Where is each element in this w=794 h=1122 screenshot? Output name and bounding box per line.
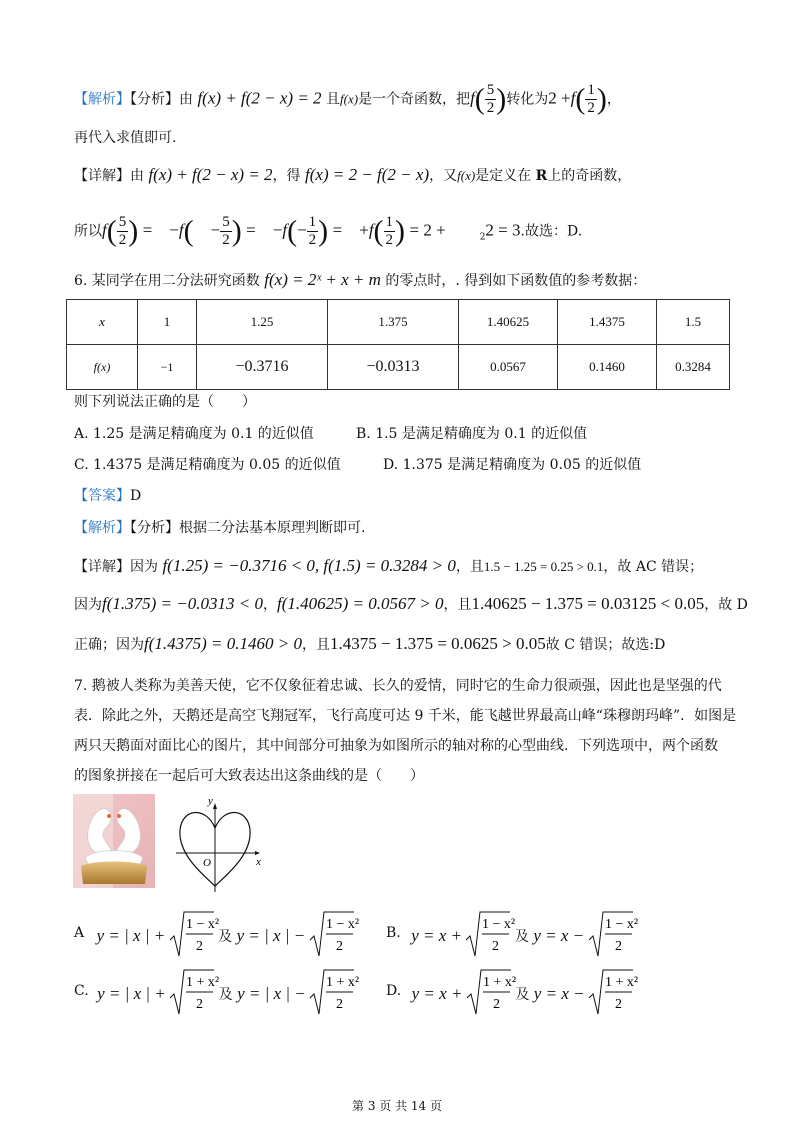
fraction-1-2: $\frac{1}{2}$ <box>385 214 394 248</box>
text: 故 C 错误；故选:D <box>545 637 666 653</box>
equation: y = | x | + <box>96 926 166 945</box>
equation: y = | x | + <box>97 984 166 1003</box>
option-label: A <box>74 925 85 941</box>
axis-x-label: x <box>256 856 261 868</box>
fenxi-tag: 【分析】 <box>130 520 179 536</box>
paren: ) <box>128 214 139 248</box>
denominator: 2 <box>195 939 203 954</box>
denominator: 2 <box>492 997 500 1012</box>
equation: f(x) <box>340 91 359 107</box>
fraction-5-2: $\frac{5}{2}$ <box>118 214 127 248</box>
sqrt-1-minus-x2-over-2 <box>466 910 516 964</box>
text: ，且 <box>455 559 484 575</box>
table-cell: −0.3716 <box>197 345 328 390</box>
table-cell: 0.3284 <box>657 345 730 390</box>
equation: f(x) + f(2 − x) = 2 <box>148 165 273 184</box>
conjunction: 及 <box>514 929 529 945</box>
f-label: f <box>470 88 475 108</box>
q6-detail-3 <box>74 634 734 655</box>
text: ，故 AC 错误； <box>603 559 704 575</box>
text: ，且 <box>443 597 472 613</box>
table-header-x: x <box>67 300 138 345</box>
text: 因为 <box>74 597 102 613</box>
q7-para-2: 表．除此之外，天鹅还是高空飞翔冠军，飞行高度可达 9 千米，能飞越世界最高山峰“珠穆朗玛峰”．如图是 <box>74 708 737 724</box>
sqrt-1-plus-x2-over-2 <box>467 968 516 1022</box>
subscript-2: 2 <box>479 232 486 243</box>
minus: − <box>193 220 221 240</box>
paren: ) <box>231 214 242 248</box>
paren: ) <box>395 214 406 248</box>
table-cell: 1.4375 <box>558 300 657 345</box>
swan-photo <box>73 794 155 888</box>
option-d[interactable]: D. 1.375 是满足精确度为 0.05 的近似值 <box>383 457 642 473</box>
radicand: 1 + x² <box>326 975 360 990</box>
equation: f(1.375) = −0.0313 < 0 <box>102 594 263 613</box>
page-footer: 第 3 页 共 14 页 <box>352 1099 442 1113</box>
equation: f(x) + f(2 − x) = 2 <box>197 88 322 108</box>
minus: − <box>297 220 307 240</box>
denominator: 2 <box>615 997 623 1012</box>
radicand: 1 + x² <box>186 975 220 990</box>
eq-sign: = − <box>246 220 283 240</box>
table-cell: 0.1460 <box>558 345 657 390</box>
paren: ) <box>318 214 329 248</box>
equation: f(1.4375) = 0.1460 > 0 <box>144 634 302 653</box>
paren: ) <box>496 82 507 116</box>
text: 由 <box>179 91 193 108</box>
text: 由 <box>130 168 144 184</box>
fraction-1-2: $\frac{1}{2}$ <box>308 214 317 248</box>
denominator: 2 <box>335 939 343 954</box>
function-values-table <box>66 299 730 390</box>
q6-detail-1 <box>74 556 734 577</box>
option-label: C. <box>74 983 89 999</box>
real-set: R <box>535 168 548 184</box>
equation: 1.5 − 1.25 = 0.25 > 0.1 <box>483 559 604 574</box>
equation: y = | x | − <box>237 984 306 1003</box>
eq-sign: = 2 + <box>409 220 480 240</box>
radicand: 1 − x² <box>604 917 638 932</box>
table-cell: 1.375 <box>328 300 459 345</box>
f-label: f <box>178 220 184 240</box>
text: 根据二分法基本原理判断即可. <box>179 520 366 536</box>
f-label: f <box>102 220 107 240</box>
equation: y = | x | − <box>236 926 306 945</box>
option-label: B. <box>386 925 401 941</box>
heart-curve-graph <box>172 796 268 894</box>
eq-sign: = + <box>332 220 369 240</box>
answer-value: D <box>130 488 142 504</box>
text: 所以 <box>74 223 102 240</box>
eq-sign: = − <box>142 220 179 240</box>
text: ，又 <box>429 168 458 184</box>
paren: ( <box>183 214 194 248</box>
equation: f(1.40625) = 0.0567 > 0 <box>276 594 444 613</box>
sec5-line2: 再代入求值即可. <box>74 130 177 146</box>
text: ， <box>262 597 277 613</box>
option-b[interactable]: B. 1.5 是满足精确度为 0.1 的近似值 <box>356 426 588 442</box>
equation: f(x) = 2ˣ + x + m <box>264 270 381 289</box>
table-cell: 1.5 <box>657 300 730 345</box>
q6-detail-2 <box>74 594 748 615</box>
q6-stem <box>74 270 734 291</box>
answer-tag: 【答案】 <box>74 488 130 504</box>
fraction-5-2: $\frac{5}{2}$ <box>222 214 230 248</box>
q6-answer <box>74 486 734 506</box>
f-label: f <box>570 88 576 108</box>
paren: ( <box>474 82 485 116</box>
table-row-x <box>67 300 730 345</box>
text: 的零点时，. 得到如下函数值的参考数据： <box>385 273 647 289</box>
sqrt-1-plus-x2-over-2 <box>589 968 639 1022</box>
paren: ( <box>373 214 384 248</box>
origin-label: O <box>203 857 211 869</box>
conjunction: 及 <box>218 987 233 1003</box>
sec5-analysis-line: 【解析】【分析】由 f(x) + f(2 − x) = 2 且f(x)是一个奇函数，把f( $\frac{5}{2}$ )转化为2 +f( $\frac{1}{2}$ )， <box>74 82 621 116</box>
sqrt-1-plus-x2-over-2 <box>170 968 220 1022</box>
fraction-1-2: $\frac{1}{2}$ <box>587 82 595 116</box>
q7-option-d[interactable] <box>386 968 639 1014</box>
denominator: 2 <box>196 997 204 1012</box>
equation: y = x − <box>533 984 585 1003</box>
sqrt-1-minus-x2-over-2 <box>170 910 219 964</box>
q7-option-c[interactable] <box>74 968 360 1014</box>
q7-para-4: 的图象拼接在一起后可大致表达出这条曲线的是（ ） <box>74 768 424 784</box>
q7-para-3: 两只天鹅面对面比心的图片，其中间部分可抽象为如图所示的轴对称的心型曲线．下列选项中，两个函数 <box>74 738 718 754</box>
equation: 1.4375 − 1.375 = 0.0625 > 0.05 <box>330 634 546 653</box>
table-row-f <box>67 345 730 390</box>
radicand: 1 − x² <box>482 917 516 932</box>
equation: 2 + <box>548 88 571 108</box>
option-a[interactable]: A. 1.25 是满足精确度为 0.1 的近似值 <box>74 426 314 442</box>
equation: 1.40625 − 1.375 = 0.03125 < 0.05 <box>471 594 705 613</box>
text: 是定义在 <box>475 168 532 184</box>
q7-para-1: 7. 鹅被人类称为美善天使，它不仅象征着忠诚、长久的爱情，同时它的生命力很顽强，因此也是坚强的代 <box>74 678 722 694</box>
equation: y = x + <box>411 926 462 945</box>
text: ，故 D <box>704 597 748 613</box>
equation: f(x) <box>457 168 476 183</box>
denominator: 2 <box>492 939 500 954</box>
denominator: 2 <box>614 939 622 954</box>
text: .故选：D. <box>520 223 583 240</box>
table-cell: −1 <box>138 345 197 390</box>
text: 且 <box>326 91 341 108</box>
radicand: 1 + x² <box>482 975 516 990</box>
text: ，且 <box>302 637 330 653</box>
text: 因为 <box>130 559 158 575</box>
paren: ( <box>287 214 298 248</box>
text: 是一个奇函数，把 <box>358 91 471 108</box>
table-cell: −0.0313 <box>328 345 459 390</box>
detail-tag: 【详解】 <box>74 559 130 575</box>
option-c[interactable]: C. 1.4375 是满足精确度为 0.05 的近似值 <box>74 457 341 473</box>
q6-question: 则下列说法正确的是（ ） <box>74 394 256 410</box>
sec5-derivation-line <box>74 214 734 249</box>
f-label: f <box>282 220 288 240</box>
q6-analysis <box>74 518 734 538</box>
radicand: 1 + x² <box>605 975 639 990</box>
text: ，得 <box>272 168 301 184</box>
table-cell: 0.0567 <box>459 345 558 390</box>
fenxi-tag: 【分析】 <box>130 91 179 108</box>
table-cell: 1.25 <box>197 300 328 345</box>
analysis-tag: 【解析】 <box>74 91 130 108</box>
equation: f(x) = 2 − f(2 − x) <box>305 165 430 184</box>
f-label: f <box>368 220 374 240</box>
text: 6. 某同学在用二分法研究函数 <box>74 273 260 289</box>
q7-option-a[interactable] <box>74 910 359 956</box>
axis-y-label: y <box>208 795 213 807</box>
conjunction: 及 <box>218 929 233 945</box>
radicand: 1 − x² <box>185 917 219 932</box>
table-header-fx: f(x) <box>67 345 138 390</box>
table-cell: 1.40625 <box>459 300 558 345</box>
equation: f(1.25) = −0.3716 < 0, f(1.5) = 0.3284 > 0 <box>162 556 456 575</box>
equation: 2 = 3 <box>485 220 521 240</box>
sqrt-1-minus-x2-over-2 <box>310 910 359 964</box>
paren: ( <box>575 82 586 116</box>
sec5-detail-line <box>74 165 734 186</box>
detail-tag: 【详解】 <box>74 168 130 184</box>
radicand: 1 − x² <box>325 917 359 932</box>
q7-option-b[interactable] <box>386 910 638 956</box>
analysis-tag: 【解析】 <box>74 520 130 536</box>
text: 上的奇函数， <box>547 168 632 184</box>
denominator: 2 <box>336 997 344 1012</box>
text: 转化为 <box>506 91 549 108</box>
equation: y = x + <box>411 984 463 1003</box>
option-label: D. <box>386 983 402 999</box>
sqrt-1-plus-x2-over-2 <box>310 968 360 1022</box>
text: 正确；因为 <box>74 637 144 653</box>
conjunction: 及 <box>515 987 530 1003</box>
table-cell: 1 <box>138 300 197 345</box>
fraction-5-2: $\frac{5}{2}$ <box>486 82 495 116</box>
equation: y = x − <box>533 926 585 945</box>
paren: ) <box>596 82 607 116</box>
paren: ( <box>106 214 117 248</box>
sqrt-1-minus-x2-over-2 <box>589 910 638 964</box>
